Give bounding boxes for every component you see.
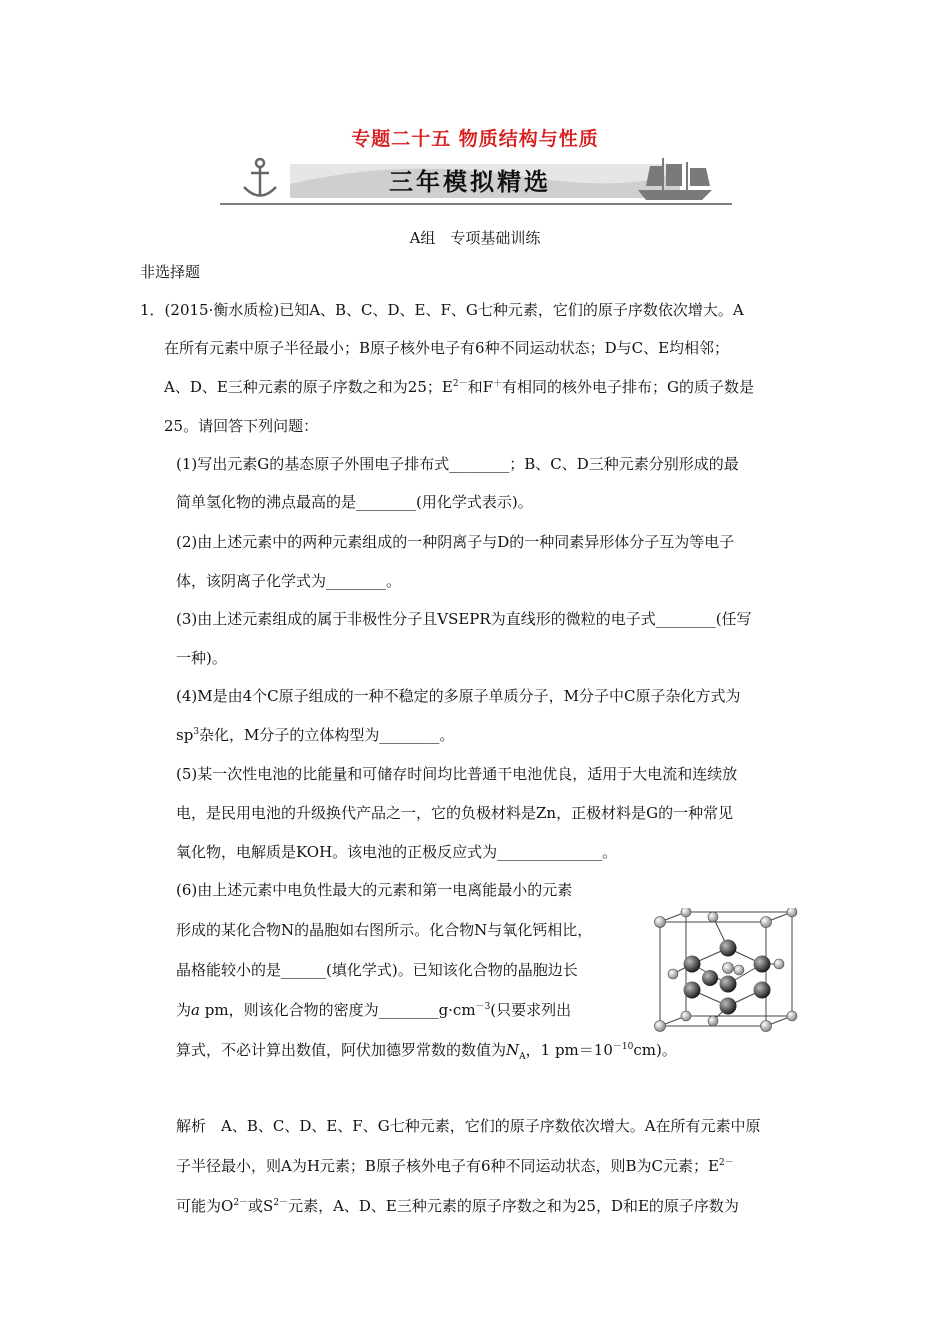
part3-line-1: (3)由上述元素组成的属于非极性分子且VSEPR为直线形的微粒的电子式________(任写 xyxy=(176,610,752,628)
question-line-3: A、D、E三种元素的原子序数之和为25；$E^{2-}$和F＋有相同的核外电子排布；G的质子数是 xyxy=(164,378,755,396)
banner xyxy=(220,154,732,206)
anchor-icon xyxy=(244,159,276,196)
part5-line-2: 电，是民用电池的升级换代产品之一，它的负极材料是Zn，正极材料是G的一种常见 xyxy=(176,804,734,822)
part2-line-1: (2)由上述元素中的两种元素组成的一种阴离子与D的一种同素异形体分子互为等电子 xyxy=(176,533,735,551)
banner-text: 三年模拟精选 xyxy=(389,168,551,196)
part5-line-1: (5)某一次性电池的比能量和可储存时间均比普通干电池优良，适用于大电流和连续放 xyxy=(176,765,738,783)
section-category: 非选择题 xyxy=(140,263,201,281)
anion-spheres xyxy=(684,940,771,1015)
part6-line-1: (6)由上述元素中电负性最大的元素和第一电离能最小的元素 xyxy=(176,881,573,899)
part4-line-2: $sp^3$杂化，M分子的立体构型为________。 xyxy=(176,726,455,744)
question-line-1: 1．(2015·衡水质检)已知A、B、C、D、E、F、G七种元素，它们的原子序数依次增大。A xyxy=(140,301,744,319)
part1-line-1: (1)写出元素G的基态原子外围电子排布式________；B、C、D三种元素分别形成的最 xyxy=(176,455,739,473)
question-line-4: 25。请回答下列问题： xyxy=(164,417,319,435)
question-line-2: 在所有元素中原子半径最小；B原子核外电子有6种不同运动状态；D与C、E均相邻； xyxy=(164,339,730,357)
page-title: 专题二十五 物质结构与性质 xyxy=(351,128,599,150)
analysis-line-3: 可能为$O^{2-}$或$S^{2-}$元素，A、D、E三种元素的原子序数之和为25，D和E的原子序数为 xyxy=(176,1197,739,1215)
part5-line-3: 氧化物，电解质是KOH。该电池的正极反应式为______________。 xyxy=(176,843,618,861)
part6-line-5: 算式，不必计算出数值，阿伏加德罗常数的数值为$N_A$，1 $pm=10^{-10}cm$)。 xyxy=(176,1041,677,1062)
crystal-cell-diagram xyxy=(652,908,800,1032)
part6-line-3: 晶格能较小的是______(填化学式)。已知该化合物的晶胞边长 xyxy=(176,961,578,979)
part6-line-4: 为a pm，则该化合物的密度为$\_\_\_\_\_\_\_\_g\cdot cm^{-3}$(只要求列出 xyxy=(176,1001,572,1019)
part2-line-2: 体，该阴离子化学式为________。 xyxy=(176,572,402,590)
part4-line-1: (4)M是由4个C原子组成的一种不稳定的多原子单质分子，M分子中C原子杂化方式为 xyxy=(176,687,741,705)
part1-line-2: 简单氢化物的沸点最高的是________(用化学式表示)。 xyxy=(176,493,533,511)
section-group: A组 专项基础训练 xyxy=(409,229,541,247)
analysis-line-1: 解析 A、B、C、D、E、F、G七种元素，它们的原子序数依次增大。A在所有元素中原 xyxy=(176,1117,761,1135)
part3-line-2: 一种)。 xyxy=(176,649,227,667)
part6-line-2: 形成的某化合物N的晶胞如右图所示。化合物N与氧化钙相比， xyxy=(176,921,593,939)
analysis-line-2: 子半径最小，则A为H元素；B原子核外电子有6种不同运动状态，则B为C元素；$E^{2-}$ xyxy=(176,1157,734,1175)
